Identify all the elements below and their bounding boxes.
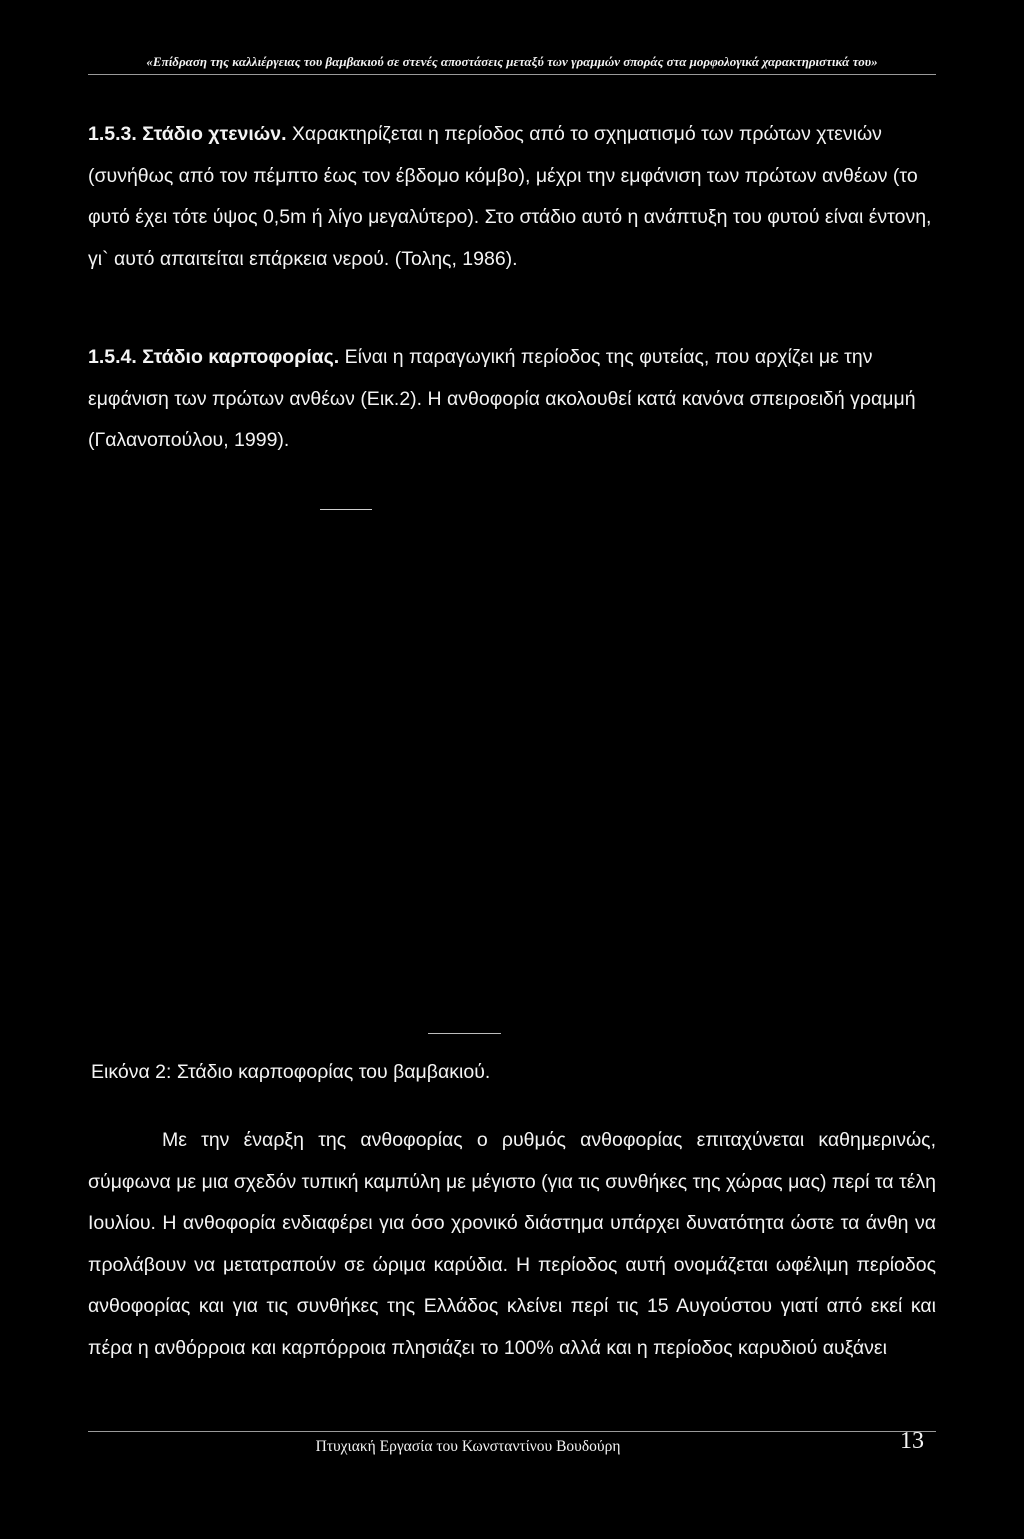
section-number: 1.5.4. bbox=[88, 346, 137, 368]
section-number: 1.5.3. bbox=[88, 123, 137, 145]
figure-top-rule bbox=[320, 509, 372, 510]
section-1-5-4 bbox=[88, 337, 936, 462]
figure-caption: Εικόνα 2: Στάδιο καρποφορίας του βαμβακιού. bbox=[91, 1061, 491, 1083]
running-header: «Επίδραση της καλλιέργειας του βαμβακιού σε στενές αποστάσεις μεταξύ των γραμμών σποράς στα μορφολογικά χαρακτηριστικά του» bbox=[146, 54, 878, 69]
section-1-5-3 bbox=[88, 114, 936, 280]
footer-author: Πτυχιακή Εργασία του Κωνσταντίνου Βουδούρη bbox=[315, 1438, 621, 1455]
section-title: Στάδιο χτενιών. bbox=[142, 123, 287, 145]
section-title: Στάδιο καρποφορίας. bbox=[142, 346, 340, 368]
section-text: Είναι η παραγωγική περίοδος της φυτείας, που αρχίζει με την εμφάνιση των πρώτων ανθέων (Εικ.2). Η ανθοφορία ακολουθεί κατά κανόνα σπειροειδή γραμμή (Γαλανοπούλου, 1999). bbox=[88, 346, 916, 451]
body-paragraph: Με την έναρξη της ανθοφορίας ο ρυθμός ανθοφορίας επιταχύνεται καθημερινώς, σύμφωνα με μια σχεδόν τυπική καμπύλη με μέγιστο (για τις συνθήκες της χώρας μας) περί τα τέλη Ιουλίου. Η ανθοφορία ενδιαφέρει για όσο χρονικό διάστημα υπάρχει δυνατότητα ώστε τα άνθη να προλάβουν να μετατραπούν σε ώριμα καρύδια. Η περίοδος αυτή ονομάζεται ωφέλιμη περίοδος ανθοφορίας και για τις συνθήκες της Ελλάδος κλείνει περί τις 15 Αυγούστου γιατί από εκεί και πέρα η ανθόρροια και καρπόρροια πλησιάζει το 100% αλλά και η περίοδος καρυδιού αυξάνει bbox=[88, 1129, 936, 1359]
footer-rule bbox=[88, 1431, 936, 1432]
figure-bottom-rule bbox=[428, 1033, 501, 1034]
header-rule bbox=[88, 74, 936, 75]
section-text: Χαρακτηρίζεται η περίοδος από το σχηματισμό των πρώτων χτενιών (συνήθως από τον πέμπτο έως τον έβδομο κόμβο), μέχρι την εμφάνιση των πρώτων ανθέων (το φυτό έχει τότε ύψος 0,5m ή λίγο μεγαλύτερο). Στο στάδιο αυτό η ανάπτυξη του φυτού είναι έντονη, γι` αυτό απαιτείται επάρκεια νερού. (Τολης, 1986). bbox=[88, 123, 932, 270]
page-number: 13 bbox=[900, 1428, 924, 1454]
